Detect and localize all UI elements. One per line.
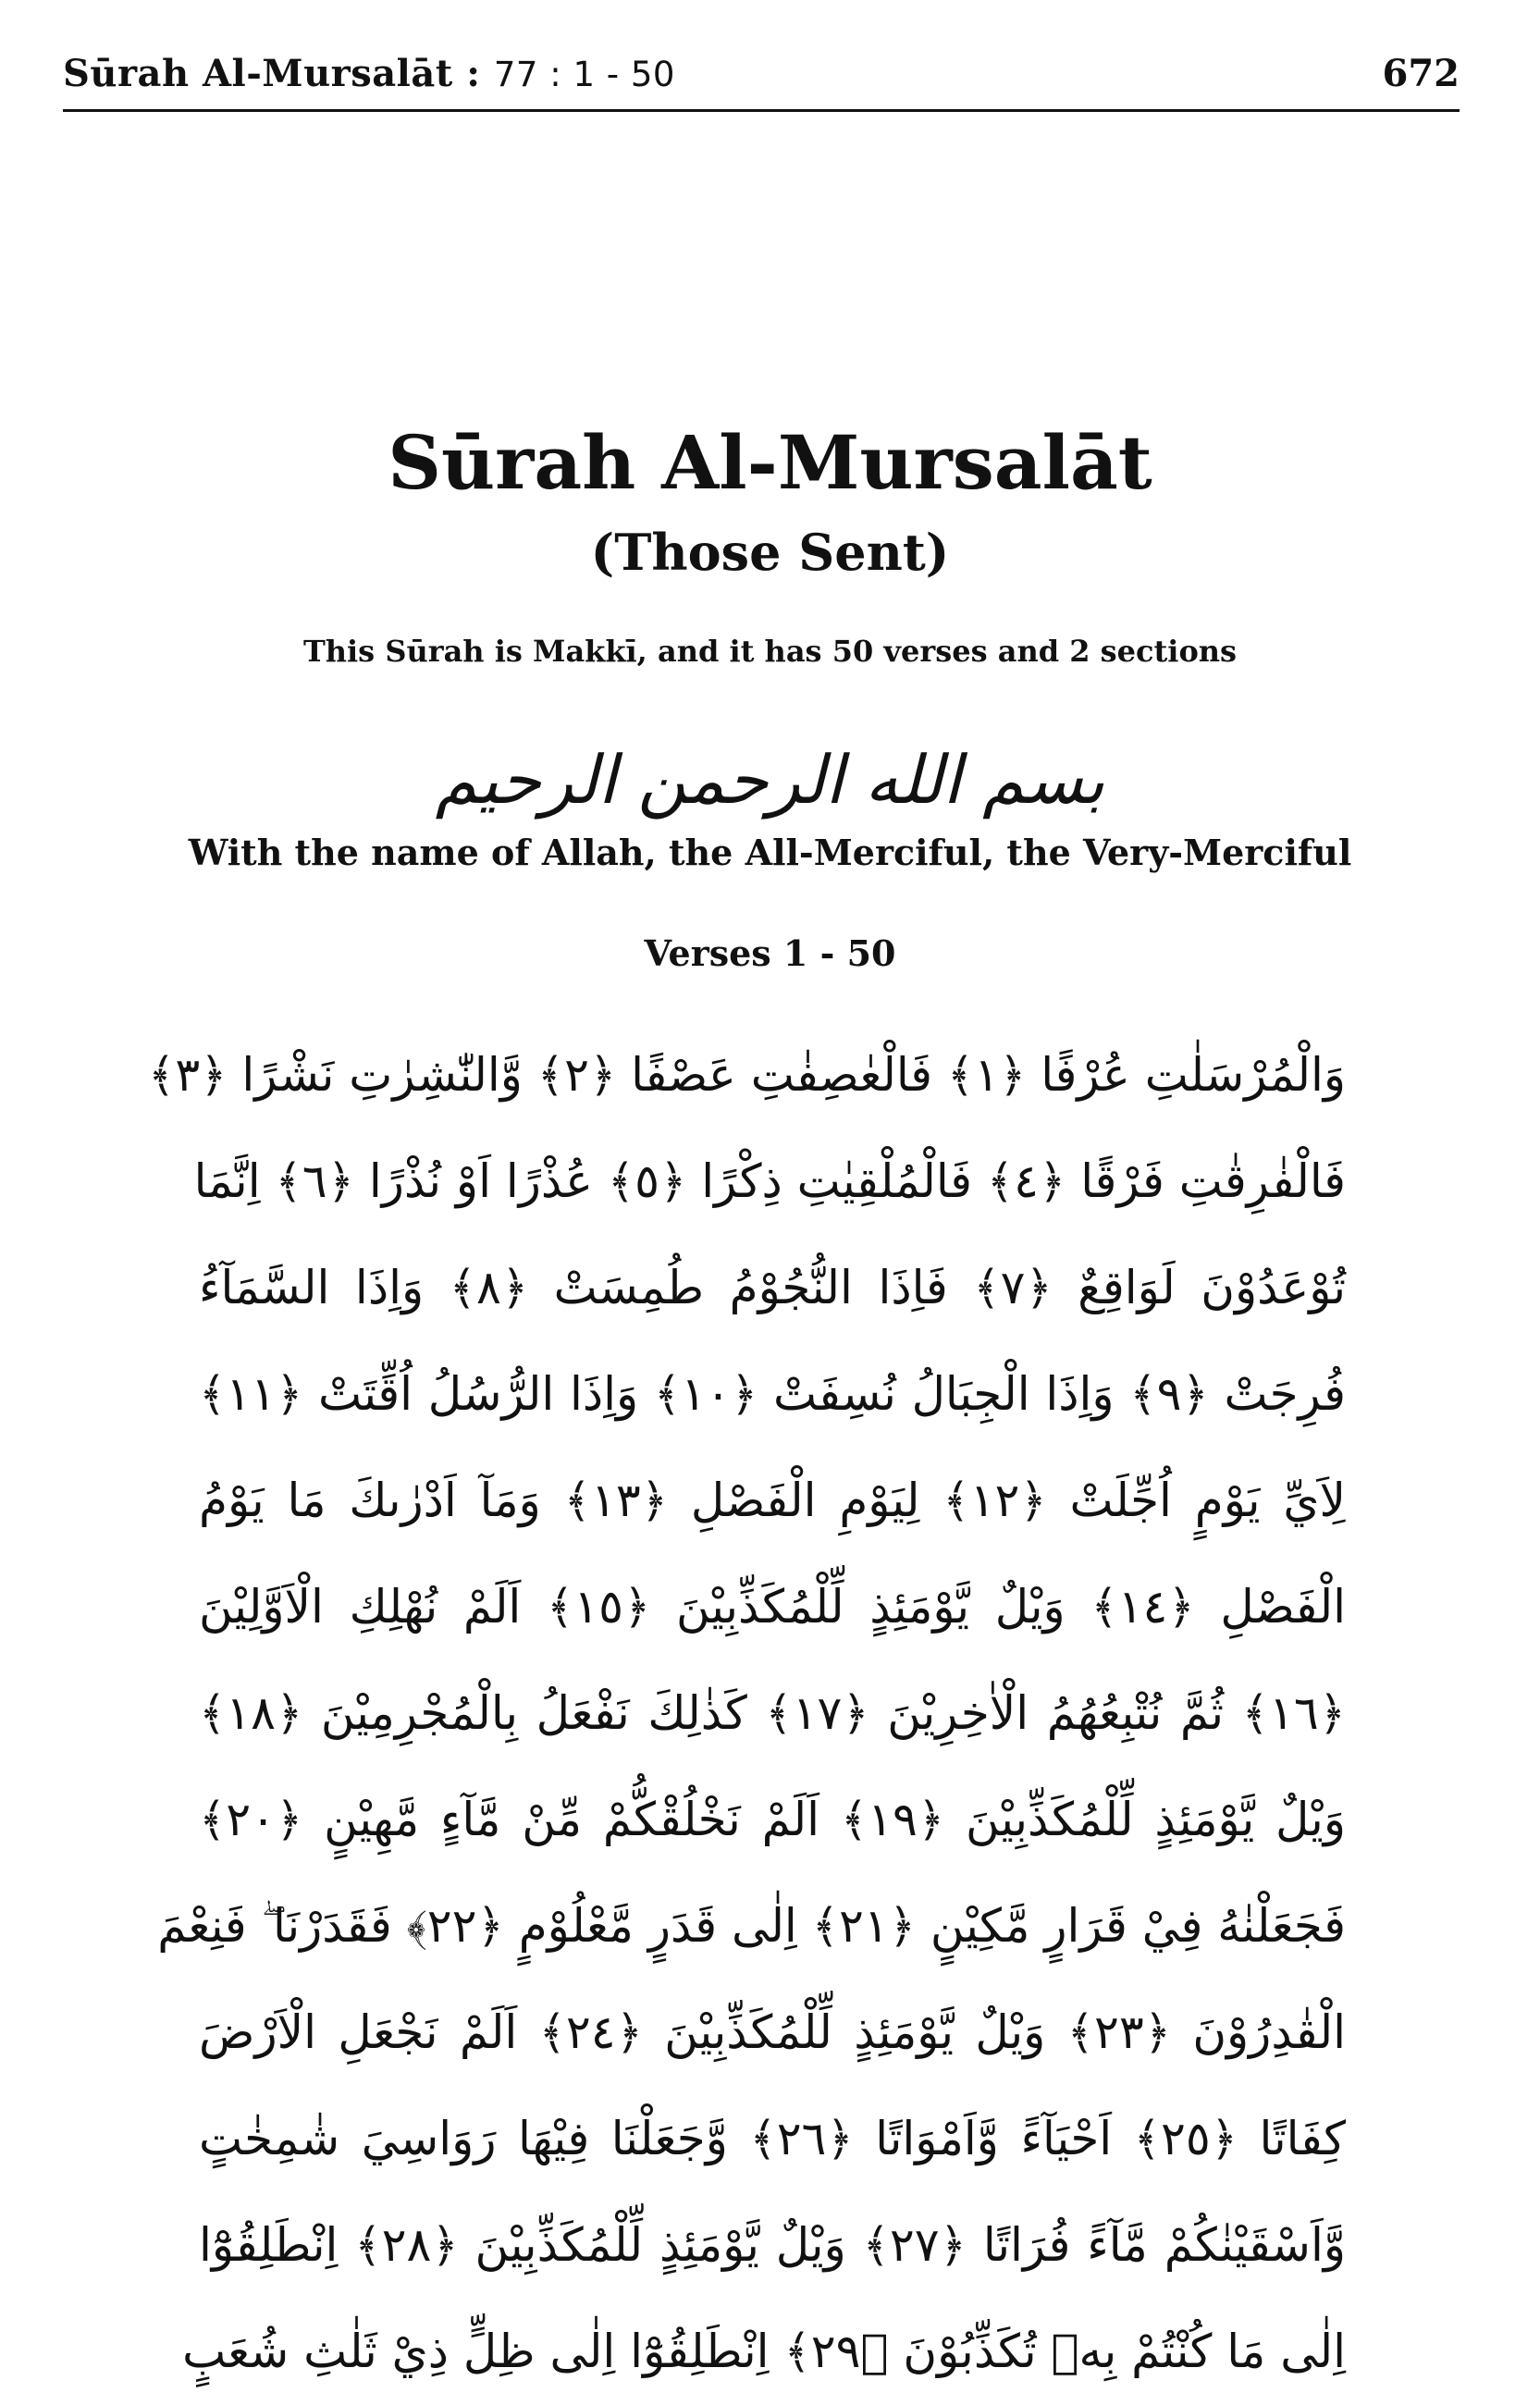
header-rule [63, 109, 1460, 112]
arabic-line-12: وَّاَسْقَيْنٰكُمْ مَّآءً فُرَاتًا ﴿٢٧﴾ وَيْلٌ يَّوْمَئِذٍ لِّلْمُكَذِّبِيْنَ ﴿٢٨﴾ اِنْطَلِقُوْٓا [199, 2218, 1346, 2272]
arabic-line-4: فُرِجَتْ ﴿٩﴾ وَاِذَا الْجِبَالُ نُسِفَتْ ﴿١٠﴾ وَاِذَا الرُّسُلُ اُقِّتَتْ ﴿١١﴾ [199, 1367, 1346, 1421]
arabic-line-7: ﴿١٦﴾ ثُمَّ نُتْبِعُهُمُ الْاٰخِرِيْنَ ﴿١٧﴾ كَذٰلِكَ نَفْعَلُ بِالْمُجْرِمِيْنَ ﴿١٨﴾ [199, 1686, 1346, 1740]
running-verse-range: 77 : 1 - 50 [493, 55, 675, 94]
page-number: 672 [1382, 52, 1460, 95]
running-title [63, 44, 675, 105]
arabic-line-11: كِفَاتًا ﴿٢٥﴾ اَحْيَآءً وَّاَمْوَاتًا ﴿٢٦﴾ وَّجَعَلْنَا فِيْهَا رَوَاسِيَ شٰمِخٰتٍ [199, 2112, 1347, 2165]
arabic-text-block [148, 1022, 1347, 2405]
arabic-line-9: فَجَعَلْنٰهُ فِيْ قَرَارٍ مَّكِيْنٍ ﴿٢١﴾ اِلٰى قَدَرٍ مَّعْلُوْمٍ ﴿٢٢﴾ فَقَدَرْنَا ۖ فَنِعْمَ [157, 1899, 1346, 1953]
arabic-line-13: اِلٰى مَا كُنْتُمْ بِهٖ تُكَذِّبُوْنَ ﴿٢٩﴾ اِنْطَلِقُوْٓا اِلٰى ظِلٍّ ذِيْ ثَلٰثِ شُعَبٍ [182, 2325, 1346, 2378]
arabic-line-6: الْفَصْلِ ﴿١٤﴾ وَيْلٌ يَّوْمَئِذٍ لِّلْمُكَذِّبِيْنَ ﴿١٥﴾ اَلَمْ نُهْلِكِ الْاَوَّلِيْنَ [199, 1580, 1346, 1634]
surah-intro: This Sūrah is Makkī, and it has 50 verses and 2 sections [302, 634, 1238, 669]
arabic-line-3: تُوْعَدُوْنَ لَوَاقِعٌ ﴿٧﴾ فَاِذَا النُّجُوْمُ طُمِسَتْ ﴿٨﴾ وَاِذَا السَّمَآءُ [199, 1261, 1346, 1314]
arabic-line-1: وَالْمُرْسَلٰتِ عُرْفًا ﴿١﴾ فَالْعٰصِفٰتِ عَصْفًا ﴿٢﴾ وَّالنّٰشِرٰتِ نَشْرًا ﴿٣﴾ [148, 1048, 1346, 1102]
arabic-line-8: وَيْلٌ يَّوْمَئِذٍ لِّلْمُكَذِّبِيْنَ ﴿١٩﴾ اَلَمْ نَخْلُقْكُّمْ مِّنْ مَّآءٍ مَّهِيْنٍ ﴿٢٠﴾ [199, 1793, 1346, 1846]
basmala-calligraphy: بسم الله الرحمن الرحيم [435, 741, 1105, 819]
running-header [63, 44, 1460, 104]
running-title-text: Sūrah Al-Mursalāt : [63, 52, 494, 95]
surah-subtitle: (Those Sent) [590, 523, 950, 582]
arabic-line-10: الْقٰدِرُوْنَ ﴿٢٣﴾ وَيْلٌ يَّوْمَئِذٍ لِّلْمُكَذِّبِيْنَ ﴿٢٤﴾ اَلَمْ نَجْعَلِ الْاَرْضَ [199, 2005, 1346, 2059]
verses-label: Verses 1 - 50 [644, 932, 896, 974]
invocation-translation: With the name of Allah, the All-Merciful, the Very-Merciful [188, 832, 1352, 873]
surah-title: Sūrah Al-Mursalāt [388, 419, 1152, 506]
arabic-line-2: فَالْفٰرِقٰتِ فَرْقًا ﴿٤﴾ فَالْمُلْقِيٰتِ ذِكْرًا ﴿٥﴾ عُذْرًا اَوْ نُذْرًا ﴿٦﴾ اِنَّمَا [193, 1154, 1346, 1208]
arabic-line-5: لِاَيِّ يَوْمٍ اُجِّلَتْ ﴿١٢﴾ لِيَوْمِ الْفَصْلِ ﴿١٣﴾ وَمَآ اَدْرٰىكَ مَا يَوْمُ [199, 1474, 1346, 1527]
